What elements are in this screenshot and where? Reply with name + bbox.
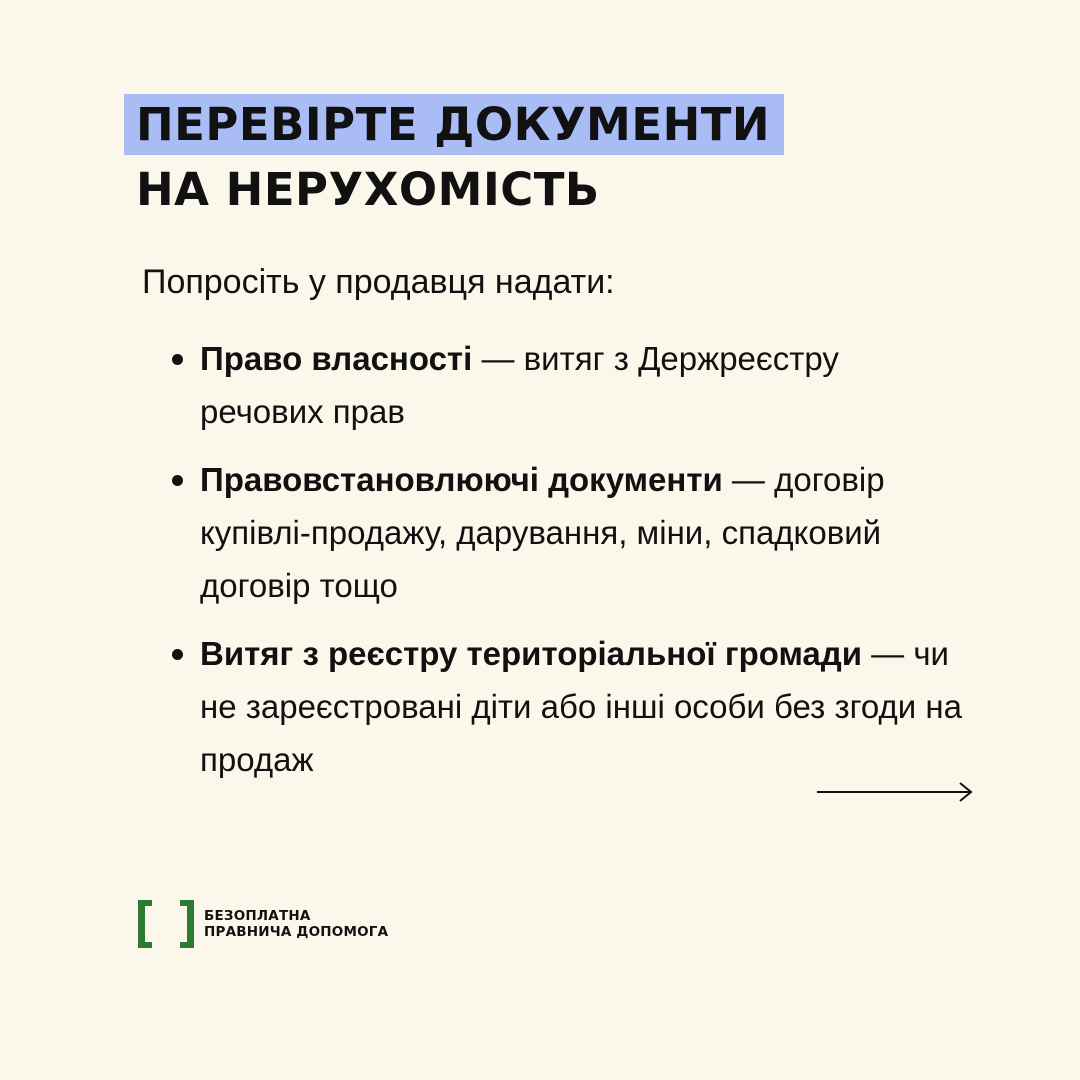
logo: [138, 900, 438, 950]
documents-list: [170, 332, 970, 801]
arrow-right-icon[interactable]: [816, 780, 976, 804]
bullet-text: — чи не зареєстровані діти або інші особи без згоди на продаж: [200, 635, 962, 778]
bullet-text: — витяг з Держреєстру речових прав: [200, 340, 839, 430]
title-second-line: НА НЕРУХОМІСТЬ: [136, 163, 600, 216]
bullet-text: — договір купівлі-продажу, дарування, міни, спадковий договір тощо: [200, 461, 885, 604]
bullet-term: Правовстановлюючі документи: [200, 461, 723, 498]
list-item: [170, 627, 970, 786]
logo-line2: ПРАВНИЧА ДОПОМОГА: [204, 924, 389, 940]
bullet-dot-icon: [172, 475, 183, 486]
logo-text: [204, 908, 388, 940]
intro-text: Попросіть у продавця надати:: [142, 263, 615, 301]
bullet-dot-icon: [172, 354, 183, 365]
list-item: [170, 453, 970, 612]
bullet-term: Право власності: [200, 340, 473, 377]
list-item: [170, 332, 970, 438]
bullet-term: Витяг з реєстру територіальної громади: [200, 635, 863, 672]
logo-line1: БЕЗОПЛАТНА: [204, 908, 311, 924]
title-highlighted: ПЕРЕВІРТЕ ДОКУМЕНТИ: [124, 94, 784, 155]
bullet-dot-icon: [172, 649, 183, 660]
square-brackets-icon: [138, 900, 194, 948]
